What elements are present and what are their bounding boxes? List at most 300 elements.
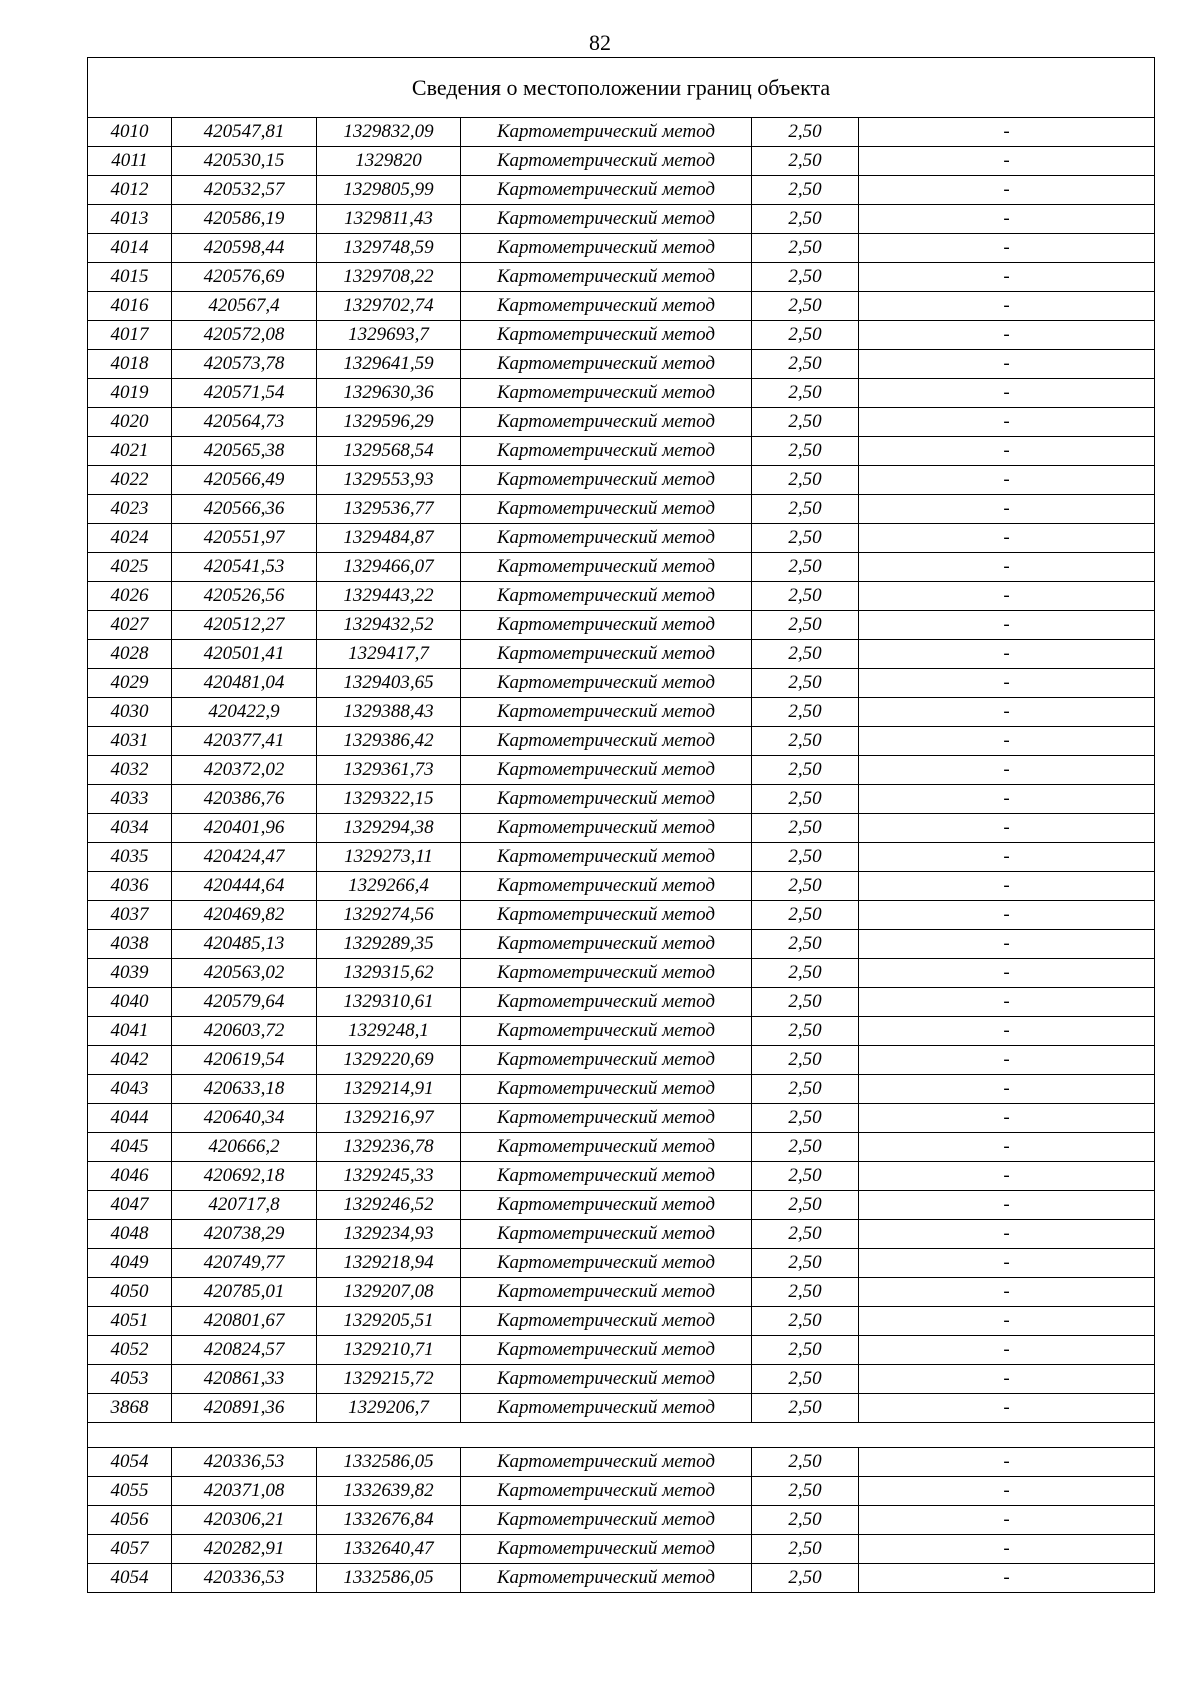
method-cell: Картометрический метод [461, 901, 752, 930]
method-cell: Картометрический метод [461, 234, 752, 263]
precision-cell: 2,50 [752, 1278, 859, 1307]
description-cell: - [859, 176, 1155, 205]
description-cell: - [859, 988, 1155, 1017]
coordinate-y-cell: 1329630,36 [317, 379, 461, 408]
point-number-cell: 4030 [88, 698, 172, 727]
coordinate-y-cell: 1329205,51 [317, 1307, 461, 1336]
point-number-cell: 4047 [88, 1191, 172, 1220]
table-row [88, 669, 1155, 698]
method-cell: Картометрический метод [461, 988, 752, 1017]
coordinate-x-cell: 420891,36 [172, 1394, 317, 1423]
point-number-cell: 4057 [88, 1535, 172, 1564]
precision-cell: 2,50 [752, 437, 859, 466]
method-cell: Картометрический метод [461, 292, 752, 321]
description-cell: - [859, 1307, 1155, 1336]
point-number-cell: 4011 [88, 147, 172, 176]
table-row [88, 118, 1155, 147]
method-cell: Картометрический метод [461, 872, 752, 901]
coordinate-x-cell: 420717,8 [172, 1191, 317, 1220]
description-cell: - [859, 582, 1155, 611]
coordinate-y-cell: 1329388,43 [317, 698, 461, 727]
description-cell: - [859, 263, 1155, 292]
point-number-cell: 4051 [88, 1307, 172, 1336]
point-number-cell: 4019 [88, 379, 172, 408]
method-cell: Картометрический метод [461, 350, 752, 379]
coordinate-y-cell: 1332586,05 [317, 1448, 461, 1477]
point-number-cell: 4033 [88, 785, 172, 814]
table-row [88, 930, 1155, 959]
table-row [88, 872, 1155, 901]
table-row [88, 1535, 1155, 1564]
method-cell: Картометрический метод [461, 1162, 752, 1191]
point-number-cell: 4055 [88, 1477, 172, 1506]
table-row [88, 292, 1155, 321]
precision-cell: 2,50 [752, 640, 859, 669]
description-cell: - [859, 1162, 1155, 1191]
description-cell: - [859, 785, 1155, 814]
method-cell: Картометрический метод [461, 640, 752, 669]
coordinate-x-cell: 420336,53 [172, 1448, 317, 1477]
point-number-cell: 4012 [88, 176, 172, 205]
table-row [88, 1336, 1155, 1365]
description-cell: - [859, 640, 1155, 669]
method-cell: Картометрический метод [461, 408, 752, 437]
coordinate-y-cell: 1329708,22 [317, 263, 461, 292]
point-number-cell: 4021 [88, 437, 172, 466]
precision-cell: 2,50 [752, 930, 859, 959]
description-cell: - [859, 408, 1155, 437]
table-row [88, 785, 1155, 814]
point-number-cell: 4028 [88, 640, 172, 669]
method-cell: Картометрический метод [461, 1278, 752, 1307]
method-cell: Картометрический метод [461, 1477, 752, 1506]
coordinate-x-cell: 420282,91 [172, 1535, 317, 1564]
coordinate-x-cell: 420738,29 [172, 1220, 317, 1249]
description-cell: - [859, 1535, 1155, 1564]
description-cell: - [859, 1448, 1155, 1477]
point-number-cell: 4049 [88, 1249, 172, 1278]
point-number-cell: 4035 [88, 843, 172, 872]
precision-cell: 2,50 [752, 205, 859, 234]
coordinate-x-cell: 420563,02 [172, 959, 317, 988]
coordinate-y-cell: 1329832,09 [317, 118, 461, 147]
point-number-cell: 4032 [88, 756, 172, 785]
coordinate-y-cell: 1329403,65 [317, 669, 461, 698]
coordinate-x-cell: 420526,56 [172, 582, 317, 611]
point-number-cell: 4031 [88, 727, 172, 756]
table-row [88, 321, 1155, 350]
method-cell: Картометрический метод [461, 263, 752, 292]
method-cell: Картометрический метод [461, 379, 752, 408]
table-row [88, 205, 1155, 234]
point-number-cell: 4018 [88, 350, 172, 379]
coordinate-x-cell: 420377,41 [172, 727, 317, 756]
point-number-cell: 4014 [88, 234, 172, 263]
point-number-cell: 4013 [88, 205, 172, 234]
method-cell: Картометрический метод [461, 1046, 752, 1075]
coordinate-x-cell: 420824,57 [172, 1336, 317, 1365]
description-cell: - [859, 1046, 1155, 1075]
precision-cell: 2,50 [752, 1162, 859, 1191]
description-cell: - [859, 756, 1155, 785]
precision-cell: 2,50 [752, 1448, 859, 1477]
table-row [88, 1278, 1155, 1307]
method-cell: Картометрический метод [461, 524, 752, 553]
method-cell: Картометрический метод [461, 1394, 752, 1423]
description-cell: - [859, 872, 1155, 901]
precision-cell: 2,50 [752, 988, 859, 1017]
point-number-cell: 4046 [88, 1162, 172, 1191]
precision-cell: 2,50 [752, 756, 859, 785]
coordinate-x-cell: 420444,64 [172, 872, 317, 901]
coordinate-x-cell: 420666,2 [172, 1133, 317, 1162]
coordinate-y-cell: 1332676,84 [317, 1506, 461, 1535]
table-row [88, 466, 1155, 495]
coordinate-y-cell: 1329596,29 [317, 408, 461, 437]
point-number-cell: 4053 [88, 1365, 172, 1394]
coordinate-y-cell: 1329748,59 [317, 234, 461, 263]
point-number-cell: 4029 [88, 669, 172, 698]
method-cell: Картометрический метод [461, 495, 752, 524]
table-row [88, 1075, 1155, 1104]
point-number-cell: 4052 [88, 1336, 172, 1365]
precision-cell: 2,50 [752, 582, 859, 611]
coordinate-x-cell: 420306,21 [172, 1506, 317, 1535]
method-cell: Картометрический метод [461, 1365, 752, 1394]
precision-cell: 2,50 [752, 1133, 859, 1162]
method-cell: Картометрический метод [461, 1191, 752, 1220]
table-row [88, 524, 1155, 553]
description-cell: - [859, 205, 1155, 234]
description-cell: - [859, 553, 1155, 582]
point-number-cell: 4024 [88, 524, 172, 553]
table-row [88, 1133, 1155, 1162]
table-row [88, 1365, 1155, 1394]
coordinate-y-cell: 1329245,33 [317, 1162, 461, 1191]
description-cell: - [859, 437, 1155, 466]
coordinate-x-cell: 420532,57 [172, 176, 317, 205]
description-cell: - [859, 1394, 1155, 1423]
point-number-cell: 4050 [88, 1278, 172, 1307]
table-row [88, 1307, 1155, 1336]
description-cell: - [859, 466, 1155, 495]
method-cell: Картометрический метод [461, 118, 752, 147]
point-number-cell: 4023 [88, 495, 172, 524]
description-cell: - [859, 1133, 1155, 1162]
table-row [88, 437, 1155, 466]
precision-cell: 2,50 [752, 1017, 859, 1046]
coordinate-x-cell: 420386,76 [172, 785, 317, 814]
description-cell: - [859, 321, 1155, 350]
coordinate-y-cell: 1329820 [317, 147, 461, 176]
point-number-cell: 4037 [88, 901, 172, 930]
method-cell: Картометрический метод [461, 611, 752, 640]
table-row [88, 1249, 1155, 1278]
coordinate-y-cell: 1329811,43 [317, 205, 461, 234]
coordinate-x-cell: 420551,97 [172, 524, 317, 553]
method-cell: Картометрический метод [461, 582, 752, 611]
precision-cell: 2,50 [752, 466, 859, 495]
table-title: Сведения о местоположении границ объекта [88, 58, 1155, 118]
boundary-table [87, 57, 1155, 1593]
precision-cell: 2,50 [752, 1535, 859, 1564]
point-number-cell: 4042 [88, 1046, 172, 1075]
coordinate-x-cell: 420566,49 [172, 466, 317, 495]
coordinate-y-cell: 1329220,69 [317, 1046, 461, 1075]
point-number-cell: 4056 [88, 1506, 172, 1535]
coordinate-x-cell: 420424,47 [172, 843, 317, 872]
description-cell: - [859, 901, 1155, 930]
coordinate-x-cell: 420567,4 [172, 292, 317, 321]
precision-cell: 2,50 [752, 872, 859, 901]
coordinate-x-cell: 420547,81 [172, 118, 317, 147]
point-number-cell: 4036 [88, 872, 172, 901]
precision-cell: 2,50 [752, 321, 859, 350]
table-row [88, 553, 1155, 582]
table-row [88, 727, 1155, 756]
method-cell: Картометрический метод [461, 1075, 752, 1104]
point-number-cell: 4020 [88, 408, 172, 437]
description-cell: - [859, 698, 1155, 727]
table-row [88, 1448, 1155, 1477]
coordinate-x-cell: 420572,08 [172, 321, 317, 350]
description-cell: - [859, 350, 1155, 379]
description-cell: - [859, 1017, 1155, 1046]
table-row [88, 379, 1155, 408]
table-row [88, 1477, 1155, 1506]
coordinate-x-cell: 420565,38 [172, 437, 317, 466]
coordinate-x-cell: 420576,69 [172, 263, 317, 292]
precision-cell: 2,50 [752, 1477, 859, 1506]
precision-cell: 2,50 [752, 1220, 859, 1249]
coordinate-x-cell: 420485,13 [172, 930, 317, 959]
precision-cell: 2,50 [752, 1365, 859, 1394]
precision-cell: 2,50 [752, 814, 859, 843]
precision-cell: 2,50 [752, 1394, 859, 1423]
coordinate-x-cell: 420603,72 [172, 1017, 317, 1046]
coordinate-y-cell: 1329568,54 [317, 437, 461, 466]
coordinate-y-cell: 1329322,15 [317, 785, 461, 814]
coordinate-y-cell: 1329693,7 [317, 321, 461, 350]
method-cell: Картометрический метод [461, 930, 752, 959]
method-cell: Картометрический метод [461, 756, 752, 785]
coordinate-y-cell: 1329484,87 [317, 524, 461, 553]
precision-cell: 2,50 [752, 1046, 859, 1075]
method-cell: Картометрический метод [461, 437, 752, 466]
description-cell: - [859, 843, 1155, 872]
precision-cell: 2,50 [752, 1191, 859, 1220]
method-cell: Картометрический метод [461, 1307, 752, 1336]
coordinate-x-cell: 420861,33 [172, 1365, 317, 1394]
coordinate-y-cell: 1329274,56 [317, 901, 461, 930]
table-row [88, 263, 1155, 292]
coordinate-y-cell: 1329266,4 [317, 872, 461, 901]
coordinate-y-cell: 1329214,91 [317, 1075, 461, 1104]
coordinate-x-cell: 420633,18 [172, 1075, 317, 1104]
description-cell: - [859, 234, 1155, 263]
method-cell: Картометрический метод [461, 321, 752, 350]
point-number-cell: 4040 [88, 988, 172, 1017]
group-separator [88, 1423, 1155, 1448]
precision-cell: 2,50 [752, 1506, 859, 1535]
coordinate-y-cell: 1329536,77 [317, 495, 461, 524]
table-row [88, 176, 1155, 205]
description-cell: - [859, 930, 1155, 959]
precision-cell: 2,50 [752, 495, 859, 524]
coordinate-x-cell: 420371,08 [172, 1477, 317, 1506]
table-row [88, 495, 1155, 524]
coordinate-y-cell: 1329216,97 [317, 1104, 461, 1133]
method-cell: Картометрический метод [461, 205, 752, 234]
precision-cell: 2,50 [752, 234, 859, 263]
precision-cell: 2,50 [752, 1249, 859, 1278]
method-cell: Картометрический метод [461, 466, 752, 495]
precision-cell: 2,50 [752, 669, 859, 698]
coordinate-x-cell: 420573,78 [172, 350, 317, 379]
point-number-cell: 4054 [88, 1448, 172, 1477]
point-number-cell: 4010 [88, 118, 172, 147]
precision-cell: 2,50 [752, 1336, 859, 1365]
point-number-cell: 4054 [88, 1564, 172, 1593]
method-cell: Картометрический метод [461, 843, 752, 872]
table-row [88, 756, 1155, 785]
coordinate-x-cell: 420530,15 [172, 147, 317, 176]
table-row [88, 582, 1155, 611]
coordinate-x-cell: 420579,64 [172, 988, 317, 1017]
method-cell: Картометрический метод [461, 814, 752, 843]
point-number-cell: 4022 [88, 466, 172, 495]
table-row [88, 1506, 1155, 1535]
precision-cell: 2,50 [752, 843, 859, 872]
coordinate-x-cell: 420640,34 [172, 1104, 317, 1133]
table-row [88, 147, 1155, 176]
precision-cell: 2,50 [752, 901, 859, 930]
description-cell: - [859, 292, 1155, 321]
description-cell: - [859, 1365, 1155, 1394]
table-title-row [88, 58, 1155, 118]
coordinate-x-cell: 420481,04 [172, 669, 317, 698]
coordinate-x-cell: 420469,82 [172, 901, 317, 930]
table-row [88, 234, 1155, 263]
description-cell: - [859, 814, 1155, 843]
point-number-cell: 4016 [88, 292, 172, 321]
description-cell: - [859, 1278, 1155, 1307]
description-cell: - [859, 669, 1155, 698]
precision-cell: 2,50 [752, 698, 859, 727]
precision-cell: 2,50 [752, 118, 859, 147]
coordinate-x-cell: 420692,18 [172, 1162, 317, 1191]
point-number-cell: 4048 [88, 1220, 172, 1249]
table-row [88, 350, 1155, 379]
description-cell: - [859, 524, 1155, 553]
point-number-cell: 4026 [88, 582, 172, 611]
description-cell: - [859, 118, 1155, 147]
method-cell: Картометрический метод [461, 698, 752, 727]
precision-cell: 2,50 [752, 176, 859, 205]
method-cell: Картометрический метод [461, 1133, 752, 1162]
boundary-table-container [87, 57, 1154, 1593]
description-cell: - [859, 1506, 1155, 1535]
coordinate-y-cell: 1329641,59 [317, 350, 461, 379]
description-cell: - [859, 727, 1155, 756]
coordinate-x-cell: 420598,44 [172, 234, 317, 263]
coordinate-y-cell: 1329236,78 [317, 1133, 461, 1162]
point-number-cell: 4015 [88, 263, 172, 292]
point-number-cell: 3868 [88, 1394, 172, 1423]
method-cell: Картометрический метод [461, 1220, 752, 1249]
precision-cell: 2,50 [752, 959, 859, 988]
precision-cell: 2,50 [752, 263, 859, 292]
precision-cell: 2,50 [752, 524, 859, 553]
description-cell: - [859, 1075, 1155, 1104]
point-number-cell: 4043 [88, 1075, 172, 1104]
table-row [88, 1017, 1155, 1046]
coordinate-y-cell: 1332640,47 [317, 1535, 461, 1564]
coordinate-x-cell: 420586,19 [172, 205, 317, 234]
coordinate-y-cell: 1329218,94 [317, 1249, 461, 1278]
coordinate-y-cell: 1329315,62 [317, 959, 461, 988]
description-cell: - [859, 1336, 1155, 1365]
method-cell: Картометрический метод [461, 553, 752, 582]
point-number-cell: 4027 [88, 611, 172, 640]
coordinate-x-cell: 420564,73 [172, 408, 317, 437]
coordinate-y-cell: 1329805,99 [317, 176, 461, 205]
coordinate-y-cell: 1329417,7 [317, 640, 461, 669]
coordinate-y-cell: 1332639,82 [317, 1477, 461, 1506]
method-cell: Картометрический метод [461, 959, 752, 988]
description-cell: - [859, 1564, 1155, 1593]
table-row [88, 959, 1155, 988]
coordinate-y-cell: 1329210,71 [317, 1336, 461, 1365]
precision-cell: 2,50 [752, 727, 859, 756]
method-cell: Картометрический метод [461, 1104, 752, 1133]
coordinate-y-cell: 1329215,72 [317, 1365, 461, 1394]
point-number-cell: 4034 [88, 814, 172, 843]
description-cell: - [859, 495, 1155, 524]
coordinate-x-cell: 420541,53 [172, 553, 317, 582]
coordinate-y-cell: 1329386,42 [317, 727, 461, 756]
coordinate-y-cell: 1329702,74 [317, 292, 461, 321]
precision-cell: 2,50 [752, 553, 859, 582]
coordinate-x-cell: 420372,02 [172, 756, 317, 785]
table-row [88, 408, 1155, 437]
table-row [88, 1104, 1155, 1133]
coordinate-x-cell: 420785,01 [172, 1278, 317, 1307]
coordinate-y-cell: 1329432,52 [317, 611, 461, 640]
precision-cell: 2,50 [752, 1104, 859, 1133]
coordinate-y-cell: 1329206,7 [317, 1394, 461, 1423]
coordinate-x-cell: 420422,9 [172, 698, 317, 727]
page-number: 82 [589, 30, 611, 55]
description-cell: - [859, 147, 1155, 176]
method-cell: Картометрический метод [461, 785, 752, 814]
method-cell: Картометрический метод [461, 727, 752, 756]
description-cell: - [859, 1104, 1155, 1133]
precision-cell: 2,50 [752, 1564, 859, 1593]
coordinate-x-cell: 420619,54 [172, 1046, 317, 1075]
description-cell: - [859, 1220, 1155, 1249]
precision-cell: 2,50 [752, 379, 859, 408]
table-row [88, 988, 1155, 1017]
coordinate-y-cell: 1329443,22 [317, 582, 461, 611]
table-row [88, 1220, 1155, 1249]
point-number-cell: 4044 [88, 1104, 172, 1133]
table-row [88, 640, 1155, 669]
point-number-cell: 4038 [88, 930, 172, 959]
coordinate-y-cell: 1329361,73 [317, 756, 461, 785]
coordinate-y-cell: 1329273,11 [317, 843, 461, 872]
coordinate-y-cell: 1329246,52 [317, 1191, 461, 1220]
